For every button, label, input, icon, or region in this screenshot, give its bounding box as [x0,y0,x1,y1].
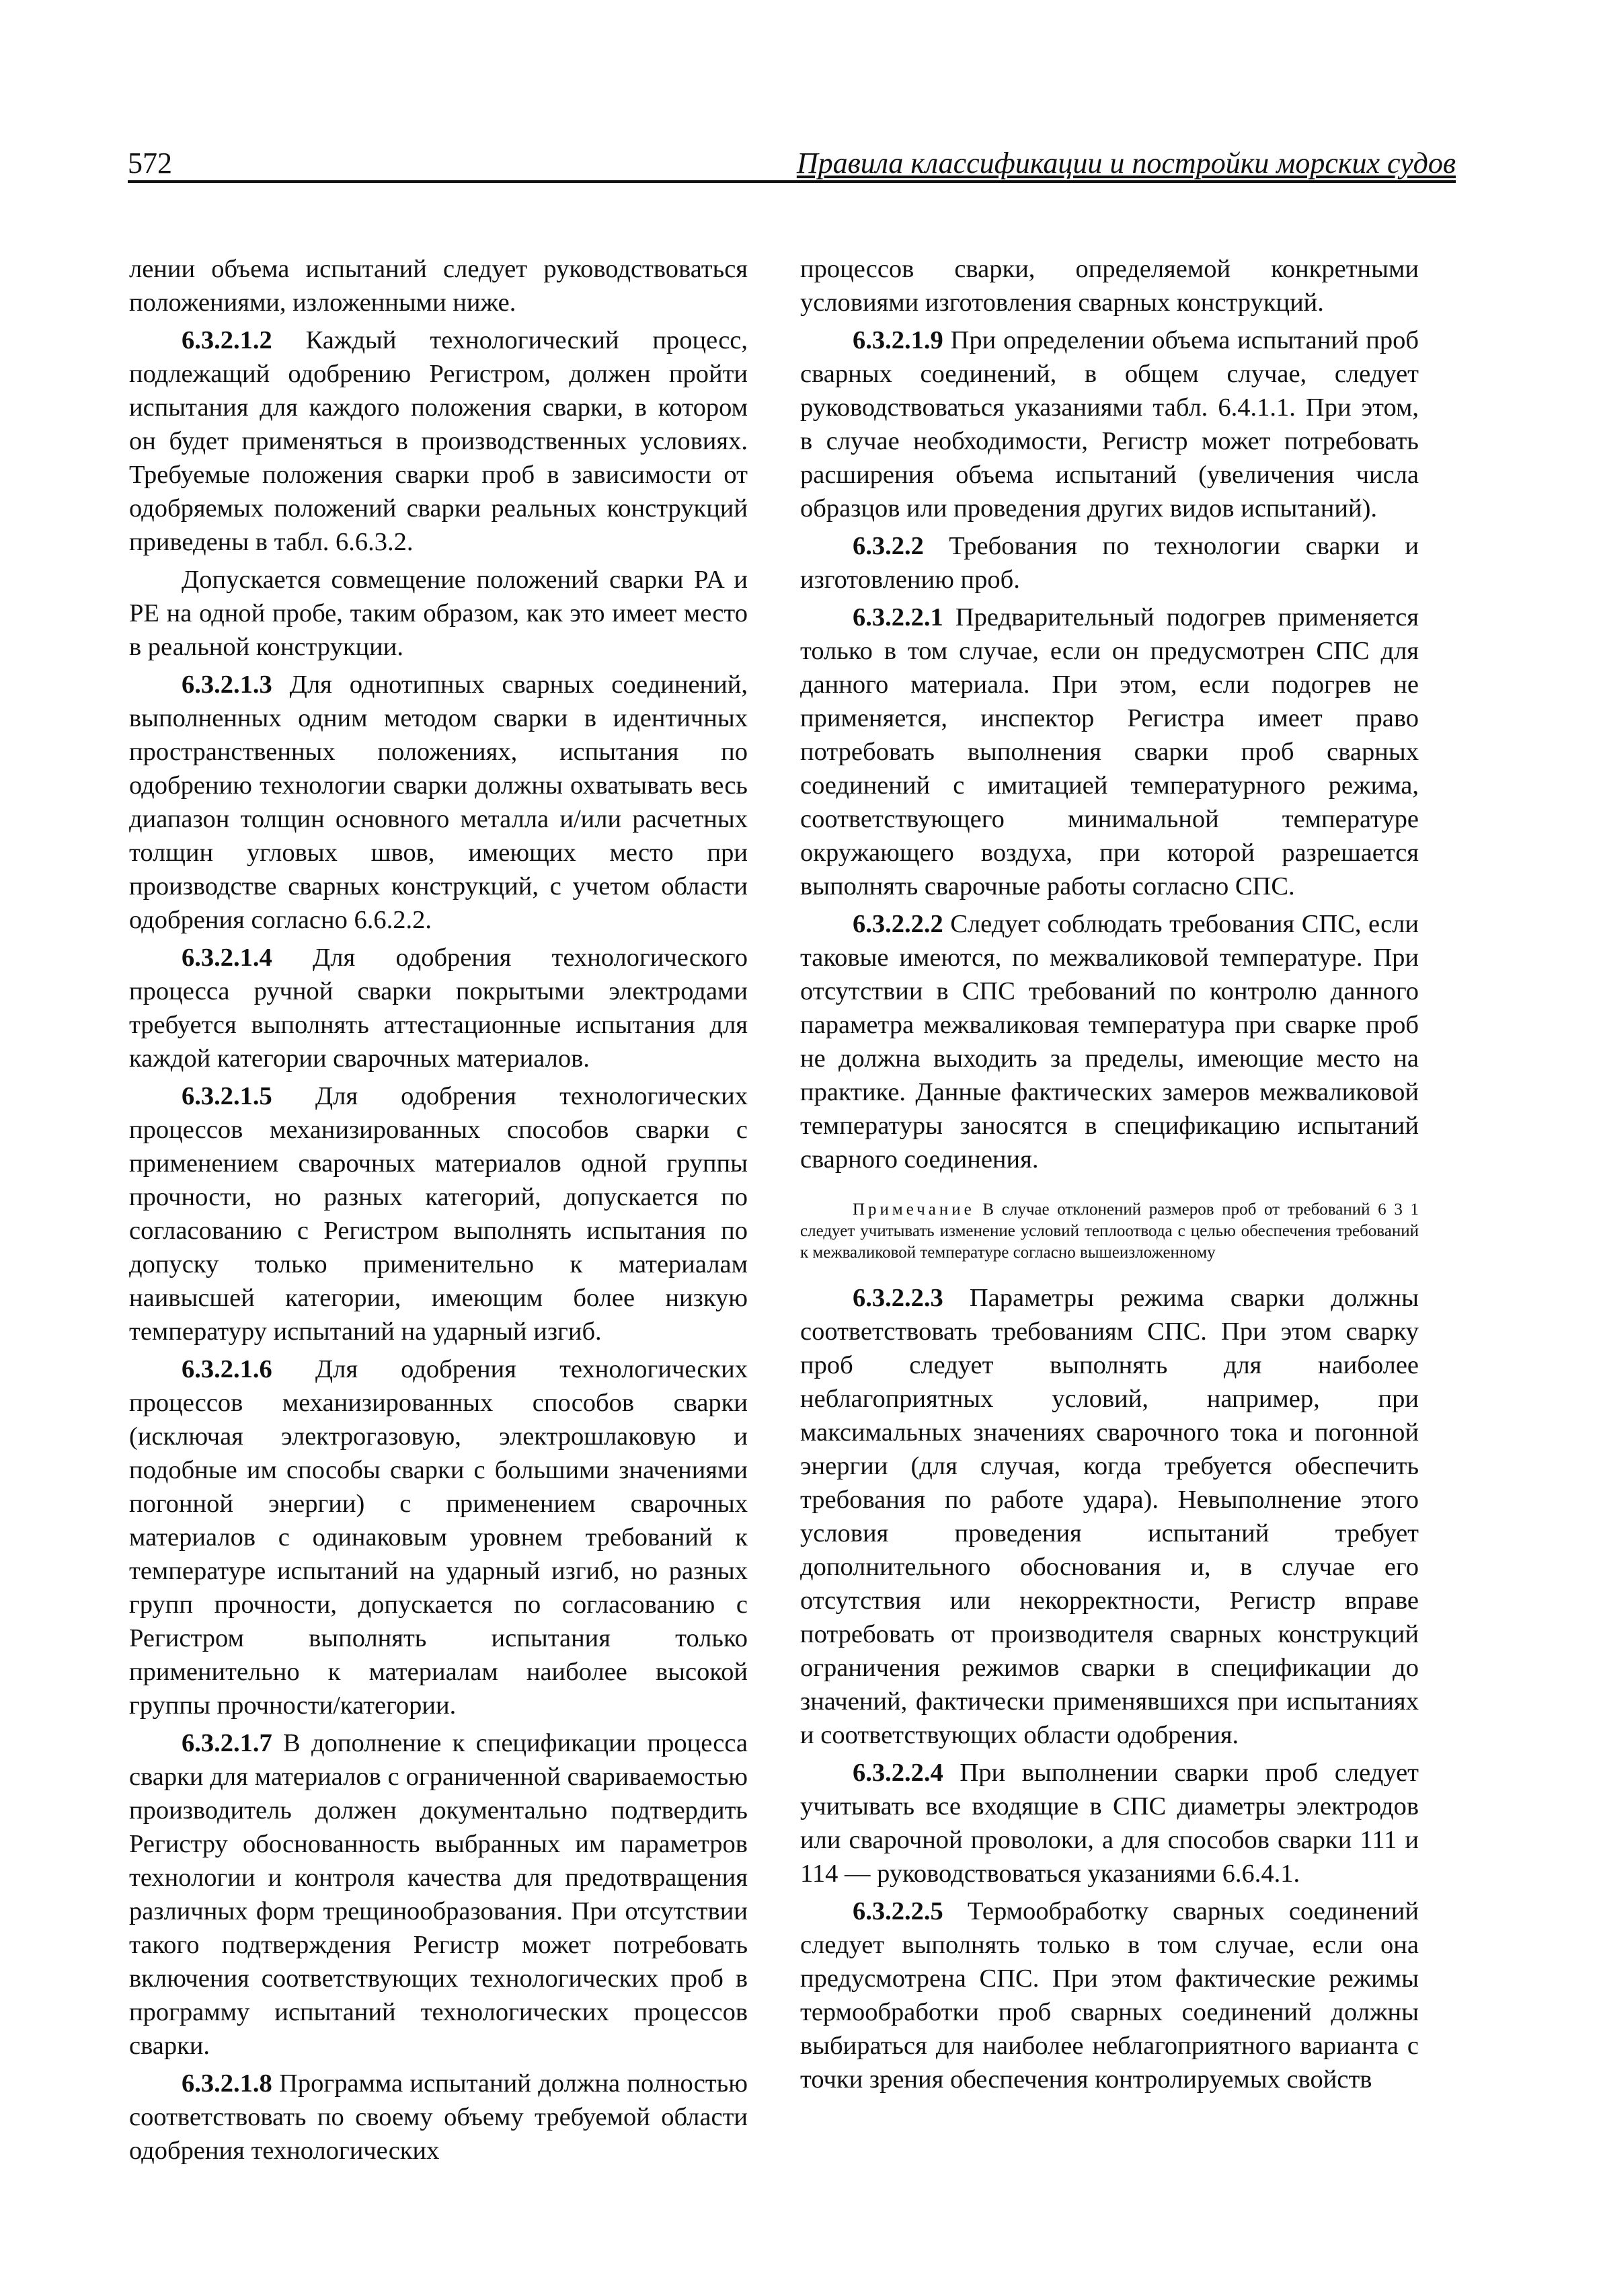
paragraph-text: Для одобрения технологических процессов механизированных способов сварки (исключая электрогазовую, электрошлаковую и подобные им способы сварки с большими значениями погонной энергии) с применением сварочных материалов с одинаковым уровнем требований к температуре испытаний на ударный изгиб, но разных групп прочности, допускается по согласованию с Регистром выполнять испытания только применительно к материалам наиболее высокой группы прочности/категории. [129,1355,748,1720]
note [800,1199,1419,1264]
left-column [129,252,748,2168]
clause-number: 6.3.2.1.9 [853,326,943,354]
paragraph [129,2067,748,2168]
paragraph-text: Требования по технологии сварки и изготовлению проб. [800,532,1419,594]
clause-number: 6.3.2.1.6 [182,1355,272,1383]
paragraph: лении объема испытаний следует руководствоваться положениями, изложенными ниже. [129,255,748,317]
paragraph [129,323,748,559]
clause-number: 6.3.2.2.3 [853,1284,943,1312]
clause-number: 6.3.2.1.2 [182,326,272,354]
paragraph [800,1895,1419,2096]
clause-number: 6.3.2.1.8 [182,2069,272,2098]
paragraph [800,1281,1419,1752]
paragraph-text: При выполнении сварки проб следует учитывать все входящие в СПС диаметры электродов или сварочной проволоки, а для способов сварки 111 и 114 — руководствоваться указаниями 6.6.4.1. [800,1759,1419,1888]
paragraph-text: Для однотипных сварных соединений, выполненных одним методом сварки в идентичных пространственных положениях, испытания по одобрению технологии сварки должны охватывать весь диапазон толщин основного металла и/или расчетных толщин угловых швов, имеющих место при производстве сварных конструкций, с учетом области одобрения согласно 6.6.2.2. [129,671,748,934]
paragraph [800,323,1419,525]
paragraph [129,1352,748,1722]
paragraph: Допускается совмещение положений сварки PA и PE на одной пробе, таким образом, как это имеет место в реальной конструкции. [129,566,748,661]
clause-number: 6.3.2.1.7 [182,1729,272,1757]
clause-number: 6.3.2.2.5 [853,1897,943,1925]
clause-number: 6.3.2.2.4 [853,1759,943,1787]
clause-number: 6.3.2.1.5 [182,1082,272,1110]
paragraph-text: Программа испытаний должна полностью соответствовать по своему объему требуемой области одобрения технологических [129,2069,748,2165]
clause-number: 6.3.2.2.1 [853,603,943,632]
paragraph [800,529,1419,597]
paragraph-text: Следует соблюдать требования СПС, если таковые имеются, по межваликовой температуре. При отсутствии в СПС требований по контролю данного параметра межваликовая температура при сварке проб не должна выходить за пределы, имеющие место на практике. Данные фактических замеров межваликовой температуры заносятся в спецификацию испытаний сварного соединения. [800,910,1419,1174]
paragraph-text: При определении объема испытаний проб сварных соединений, в общем случае, следует руководствоваться указаниями табл. 6.4.1.1. При этом, в случае необходимости, Регистр может потребовать расширения объема испытаний (увеличения числа образцов или проведения других видов испытаний). [800,326,1419,523]
note-label: Примечание [853,1200,975,1219]
paragraph-text: Для одобрения технологических процессов механизированных способов сварки с применением сварочных материалов одной группы прочности, но разных категорий, допускается по согласованию с Регистром выполнять испытания по допуску только применительно к материалам наивысшей категории, имеющим более низкую температуру испытаний на ударный изгиб. [129,1082,748,1346]
paragraph [800,907,1419,1176]
paragraph-text: Параметры режима сварки должны соответствовать требованиям СПС. При этом сварку проб следует выполнять для наиболее неблагоприятных условий, например, при максимальных значениях сварочного тока и погонной энергии (для случая, когда требуется обеспечить требования по работе удара). Невыполнение этого условия проведения испытаний требует дополнительного обоснования и, в случае его отсутствия или некорректности, Регистр вправе потребовать от производителя сварных конструкций ограничения режимов сварки в спецификации до значений, фактически применявшихся при испытаниях и соответствующих области одобрения. [800,1284,1419,1749]
paragraph-text: Предварительный подогрев применяется только в том случае, если он предусмотрен СПС для данного материала. При этом, если подогрев не применяется, инспектор Регистра имеет право потребовать выполнения сварки проб сварных соединений с имитацией температурного режима, соответствующего минимальной температуре окружающего воздуха, при которой разрешается выполнять сварочные работы согласно СПС. [800,603,1419,901]
page-number: 572 [128,147,172,180]
clause-number: 6.3.2.2 [853,532,924,560]
clause-number: 6.3.2.1.3 [182,671,272,699]
page-header [128,147,1456,180]
paragraph [129,668,748,937]
clause-number: 6.3.2.1.4 [182,944,272,972]
paragraph [800,1756,1419,1890]
note-text: В случае отклонений размеров проб от требований 6 3 1 следует учитывать изменение условий теплоотвода с целью обеспечения требований к межваликовой температуре согласно вышеизложенному [800,1200,1419,1262]
paragraph [129,941,748,1075]
paragraph-text: Для одобрения технологического процесса ручной сварки покрытыми электродами требуется выполнять аттестационные испытания для каждой категории сварочных материалов. [129,944,748,1073]
paragraph: процессов сварки, определяемой конкретными условиями изготовления сварных конструкций. [800,255,1419,317]
paragraph [129,1079,748,1348]
paragraph [129,1726,748,2063]
paragraph [800,601,1419,903]
paragraph-text: Каждый технологический процесс, подлежащий одобрению Регистром, должен пройти испытания для каждого положения сварки, в котором он будет применяться в производственных условиях. Требуемые положения сварки проб в зависимости от одобряемых положений сварки реальных конструкций приведены в табл. 6.6.3.2. [129,326,748,556]
paragraph-text: Термообработку сварных соединений следует выполнять только в том случае, если она предусмотрена СПС. При этом фактические режимы термообработки проб сварных соединений должны выбираться для наиболее неблагоприятного варианта с точки зрения обеспечения контролируемых свойств [800,1897,1419,2094]
running-title: Правила классификации и постройки морских судов [796,147,1456,180]
clause-number: 6.3.2.2.2 [853,910,943,938]
paragraph-text: В дополнение к спецификации процесса сварки для материалов с ограниченной свариваемостью производитель должен документально подтвердить Регистру обоснованность выбранных им параметров технологии и контроля качества для предотвращения различных форм трещинообразования. При отсутствии такого подтверждения Регистр может потребовать включения соответствующих технологических проб в программу испытаний технологических процессов сварки. [129,1729,748,2060]
right-column [800,252,1419,2096]
header-rule [128,180,1456,183]
